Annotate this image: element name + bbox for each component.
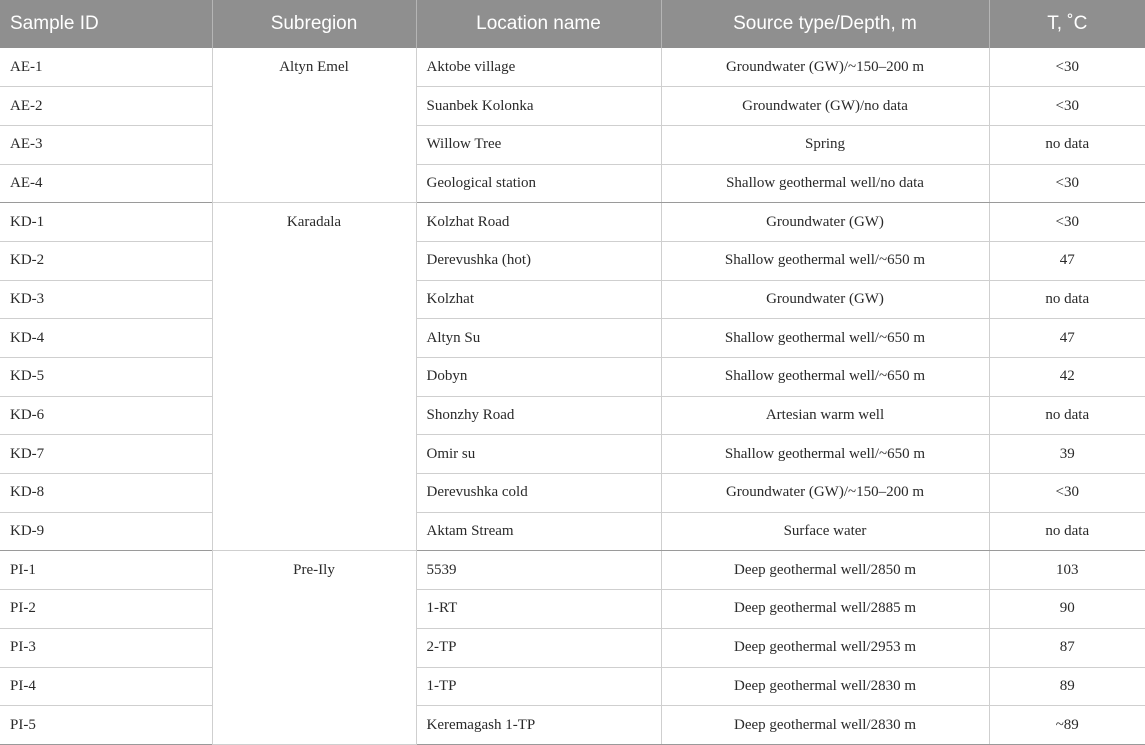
- source-type-cell: Deep geothermal well/2830 m: [661, 667, 989, 706]
- sample-id-cell: KD-9: [0, 512, 212, 551]
- sample-id-cell: AE-2: [0, 87, 212, 126]
- sample-id-cell: KD-6: [0, 396, 212, 435]
- sample-id-cell: KD-8: [0, 474, 212, 513]
- source-type-cell: Shallow geothermal well/~650 m: [661, 241, 989, 280]
- source-type-cell: Groundwater (GW)/~150–200 m: [661, 474, 989, 513]
- table-row: [0, 164, 1145, 203]
- location-name-cell: Kolzhat Road: [416, 203, 661, 242]
- sample-id-cell: PI-1: [0, 551, 212, 590]
- header-temperature: T, ˚C: [989, 0, 1145, 48]
- source-type-cell: Deep geothermal well/2885 m: [661, 590, 989, 629]
- temperature-cell: <30: [989, 48, 1145, 87]
- temperature-cell: <30: [989, 87, 1145, 126]
- table-row: [0, 358, 1145, 397]
- table-row: [0, 628, 1145, 667]
- temperature-cell: <30: [989, 203, 1145, 242]
- temperature-cell: 87: [989, 628, 1145, 667]
- source-type-cell: Groundwater (GW)/no data: [661, 87, 989, 126]
- temperature-cell: 39: [989, 435, 1145, 474]
- source-type-cell: Groundwater (GW): [661, 280, 989, 319]
- location-name-cell: Derevushka (hot): [416, 241, 661, 280]
- sample-id-cell: KD-4: [0, 319, 212, 358]
- table-row: [0, 590, 1145, 629]
- location-name-cell: Suanbek Kolonka: [416, 87, 661, 126]
- source-type-cell: Shallow geothermal well/no data: [661, 164, 989, 203]
- location-name-cell: Kolzhat: [416, 280, 661, 319]
- table-row: [0, 203, 1145, 242]
- source-type-cell: Groundwater (GW): [661, 203, 989, 242]
- sample-id-cell: PI-5: [0, 706, 212, 745]
- table-row: [0, 474, 1145, 513]
- table-row: [0, 551, 1145, 590]
- sample-id-cell: PI-2: [0, 590, 212, 629]
- table-row: [0, 667, 1145, 706]
- sample-id-cell: AE-4: [0, 164, 212, 203]
- temperature-cell: 42: [989, 358, 1145, 397]
- source-type-cell: Shallow geothermal well/~650 m: [661, 435, 989, 474]
- table-row: [0, 241, 1145, 280]
- temperature-cell: 103: [989, 551, 1145, 590]
- location-name-cell: 1-RT: [416, 590, 661, 629]
- subregion-cell: Pre-Ily: [212, 551, 416, 744]
- temperature-cell: 90: [989, 590, 1145, 629]
- temperature-cell: 47: [989, 319, 1145, 358]
- table-row: [0, 125, 1145, 164]
- sample-id-cell: AE-3: [0, 125, 212, 164]
- location-name-cell: 1-TP: [416, 667, 661, 706]
- source-type-cell: Deep geothermal well/2953 m: [661, 628, 989, 667]
- source-type-cell: Shallow geothermal well/~650 m: [661, 358, 989, 397]
- sample-id-cell: KD-3: [0, 280, 212, 319]
- table-row: [0, 87, 1145, 126]
- location-name-cell: 2-TP: [416, 628, 661, 667]
- temperature-cell: <30: [989, 474, 1145, 513]
- location-name-cell: Altyn Su: [416, 319, 661, 358]
- table-row: [0, 319, 1145, 358]
- table-row: [0, 706, 1145, 745]
- table-row: [0, 512, 1145, 551]
- sample-id-cell: AE-1: [0, 48, 212, 87]
- location-name-cell: Willow Tree: [416, 125, 661, 164]
- source-type-cell: Spring: [661, 125, 989, 164]
- sample-id-cell: PI-4: [0, 667, 212, 706]
- location-name-cell: Geological station: [416, 164, 661, 203]
- temperature-cell: 47: [989, 241, 1145, 280]
- source-type-cell: Groundwater (GW)/~150–200 m: [661, 48, 989, 87]
- location-name-cell: Aktam Stream: [416, 512, 661, 551]
- source-type-cell: Artesian warm well: [661, 396, 989, 435]
- sample-id-cell: PI-3: [0, 628, 212, 667]
- temperature-cell: <30: [989, 164, 1145, 203]
- sample-id-cell: KD-7: [0, 435, 212, 474]
- location-name-cell: Dobyn: [416, 358, 661, 397]
- header-subregion: Subregion: [212, 0, 416, 48]
- location-name-cell: Shonzhy Road: [416, 396, 661, 435]
- sample-id-cell: KD-5: [0, 358, 212, 397]
- temperature-cell: no data: [989, 512, 1145, 551]
- table-row: [0, 48, 1145, 87]
- temperature-cell: ~89: [989, 706, 1145, 745]
- location-name-cell: 5539: [416, 551, 661, 590]
- temperature-cell: 89: [989, 667, 1145, 706]
- sample-id-cell: KD-2: [0, 241, 212, 280]
- subregion-cell: Altyn Emel: [212, 48, 416, 203]
- header-location-name: Location name: [416, 0, 661, 48]
- source-type-cell: Shallow geothermal well/~650 m: [661, 319, 989, 358]
- header-source-type: Source type/Depth, m: [661, 0, 989, 48]
- table-row: [0, 280, 1145, 319]
- temperature-cell: no data: [989, 125, 1145, 164]
- source-type-cell: Surface water: [661, 512, 989, 551]
- table-row: [0, 435, 1145, 474]
- header-sample-id: Sample ID: [0, 0, 212, 48]
- table-row: [0, 396, 1145, 435]
- location-name-cell: Omir su: [416, 435, 661, 474]
- temperature-cell: no data: [989, 280, 1145, 319]
- source-type-cell: Deep geothermal well/2830 m: [661, 706, 989, 745]
- table-header: [0, 0, 1145, 48]
- header-row: [0, 0, 1145, 48]
- source-type-cell: Deep geothermal well/2850 m: [661, 551, 989, 590]
- table-body: [0, 48, 1145, 744]
- temperature-cell: no data: [989, 396, 1145, 435]
- sample-id-cell: KD-1: [0, 203, 212, 242]
- location-name-cell: Aktobe village: [416, 48, 661, 87]
- location-name-cell: Keremagash 1-TP: [416, 706, 661, 745]
- subregion-cell: Karadala: [212, 203, 416, 551]
- location-name-cell: Derevushka cold: [416, 474, 661, 513]
